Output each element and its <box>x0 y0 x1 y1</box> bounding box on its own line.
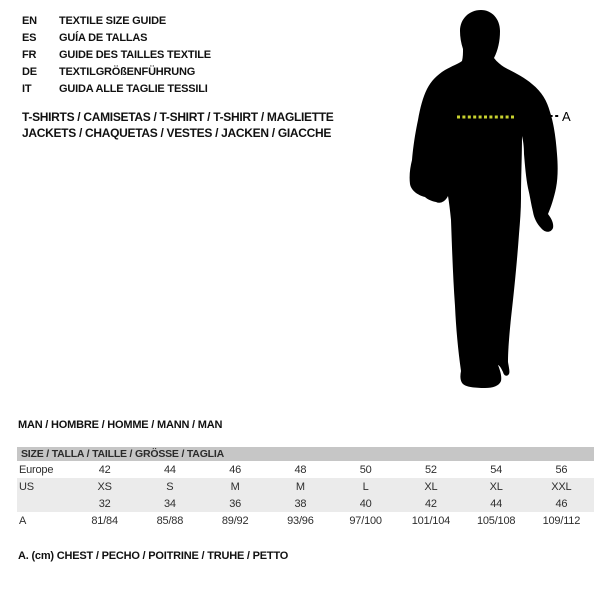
size-cell: XS <box>97 480 112 493</box>
measure-label: A <box>562 109 571 124</box>
row-label: Europe <box>19 463 54 476</box>
size-cell: 93/96 <box>287 514 314 527</box>
category-list <box>22 109 334 141</box>
language-row-es <box>22 30 211 47</box>
language-row-it <box>22 81 211 98</box>
table-row-numeric <box>17 495 594 512</box>
row-label: US <box>19 480 34 493</box>
size-cell: 48 <box>294 463 307 476</box>
size-cell: 42 <box>424 497 437 510</box>
language-title: GUIDA ALLE TAGLIE TESSILI <box>59 83 208 95</box>
table-row-us <box>17 478 594 495</box>
category-tshirts: T-SHIRTS / CAMISETAS / T-SHIRT / T-SHIRT / MAGLIETTE <box>22 110 334 124</box>
size-cell: M <box>230 480 240 493</box>
size-cell: 54 <box>490 463 503 476</box>
size-cell: 101/104 <box>411 514 451 527</box>
size-cell: 109/112 <box>542 514 581 527</box>
language-title: TEXTILE SIZE GUIDE <box>59 15 167 27</box>
size-cell: XL <box>424 480 438 493</box>
size-cell: M <box>295 480 305 493</box>
measurement-figure <box>400 0 580 400</box>
size-cell: 38 <box>294 497 307 510</box>
size-cell: 32 <box>98 497 111 510</box>
size-cell: 42 <box>98 463 111 476</box>
man-silhouette <box>410 10 558 388</box>
language-list <box>22 13 211 98</box>
size-cell: 97/100 <box>349 514 382 527</box>
section-title-man: MAN / HOMBRE / HOMME / MANN / MAN <box>18 419 223 431</box>
language-code: DE <box>22 66 37 78</box>
size-cell: 44 <box>490 497 503 510</box>
size-table <box>17 447 594 529</box>
size-cell: S <box>166 480 174 493</box>
language-code: FR <box>22 49 37 61</box>
measure-footnote: A. (cm) CHEST / PECHO / POITRINE / TRUHE / PETTO <box>18 550 289 562</box>
size-cell: 85/88 <box>156 514 184 527</box>
language-code: IT <box>22 83 32 95</box>
size-cell: 46 <box>555 497 568 510</box>
language-row-de <box>22 64 211 81</box>
size-cell: 44 <box>163 463 176 476</box>
language-code: ES <box>22 32 37 44</box>
category-jackets: JACKETS / CHAQUETAS / VESTES / JACKEN / GIACCHE <box>22 126 332 140</box>
size-cell: 89/92 <box>221 514 249 527</box>
size-cell: XL <box>489 480 503 493</box>
size-cell: 40 <box>359 497 372 510</box>
language-row-fr <box>22 47 211 64</box>
size-table-header: SIZE / TALLA / TAILLE / GRÖSSE / TAGLIA <box>17 447 594 461</box>
size-cell: 34 <box>163 497 176 510</box>
language-title: GUÍA DE TALLAS <box>59 32 148 44</box>
language-code: EN <box>22 15 37 27</box>
language-title: TEXTILGRÖßENFÜHRUNG <box>59 66 196 78</box>
size-cell: 56 <box>555 463 568 476</box>
size-cell: 50 <box>359 463 372 476</box>
size-cell: 105/108 <box>476 514 516 527</box>
size-cell: 36 <box>229 497 242 510</box>
size-cell: 52 <box>424 463 437 476</box>
row-label: A <box>19 514 27 527</box>
table-row-chest <box>17 512 594 529</box>
language-title: GUIDE DES TAILLES TEXTILE <box>59 49 211 61</box>
size-cell: 46 <box>229 463 242 476</box>
language-row-en <box>22 13 211 30</box>
table-row-europe <box>17 461 594 478</box>
size-cell: 81/84 <box>91 514 118 527</box>
size-cell: XXL <box>551 480 572 493</box>
size-cell: L <box>362 480 369 493</box>
